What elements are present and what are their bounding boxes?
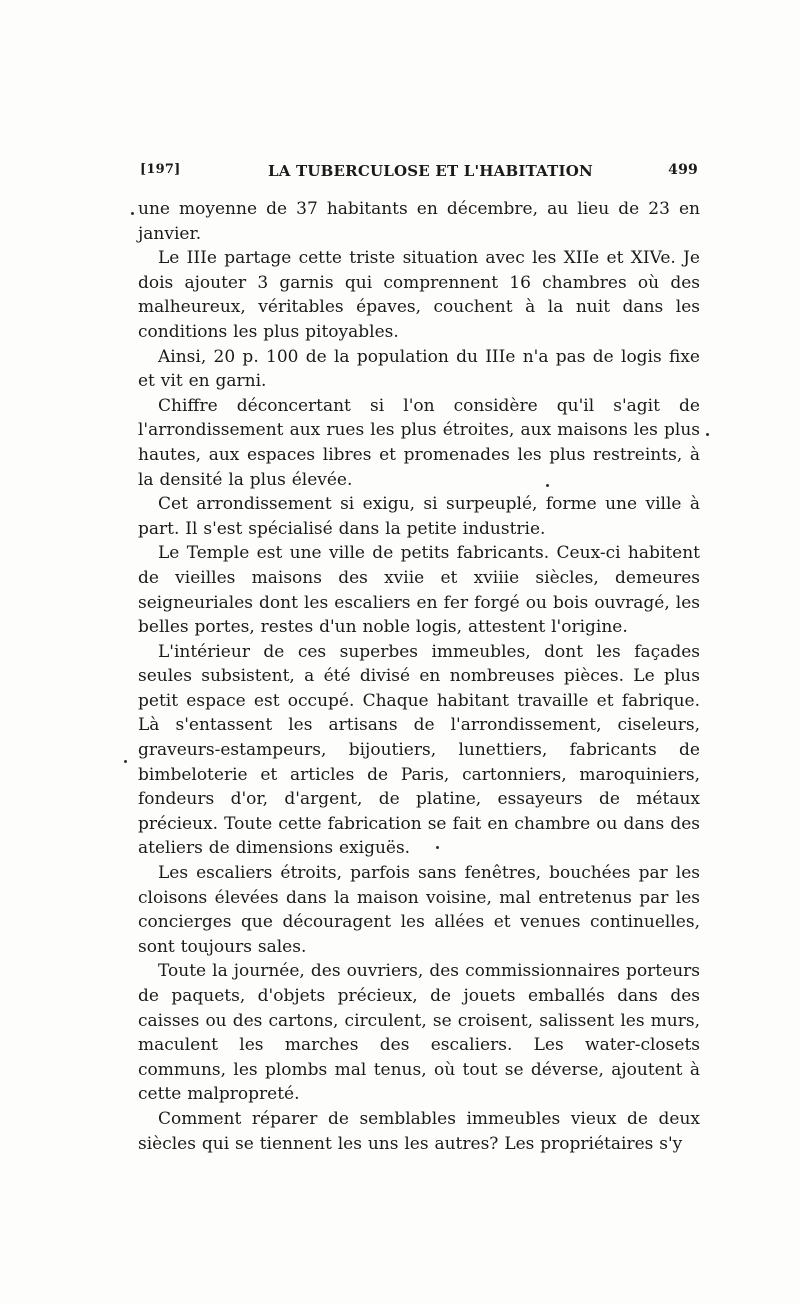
speck [131,212,134,215]
running-title: LA TUBERCULOSE ET L'HABITATION [268,162,593,180]
paragraph: Ainsi, 20 p. 100 de la population du IIIe n'a pas de logis fixe et vit en garni. [138,346,700,392]
paragraph: L'intérieur de ces superbes immeubles, dont les façades seules subsistent, a été divisé en nombreuses pièces. Le plus petit espace est occupé. Chaque habitant travaille et fabrique. Là s'entassent les artisans de l'arrondissement, ciseleurs, graveurs-estampeurs, bijoutiers, lunettiers, fabricants de bimbeloterie et articles de Paris, cartonniers, maroquiniers, fondeurs d'or, d'argent, de platine, essayeurs de métaux précieux. Toute cette fabrication se fait en chambre ou dans des ateliers de dimensions exiguës. [138,641,700,859]
speck [706,433,709,436]
running-header [138,160,700,186]
paragraph: Le Temple est une ville de petits fabricants. Ceux-ci habitent de vieilles maisons des xviie et xviiie siècles, demeures seigneuriales dont les escaliers en fer forgé ou bois ouvragé, les belles portes, restes d'un noble logis, attestent l'origine. [138,543,700,638]
paragraph: Chiffre déconcertant si l'on considère qu'il s'agit de l'arrondissement aux rues les plus étroites, aux maisons les plus hautes, aux espaces libres et promenades les plus restreints, à la densité la plus élevée. [138,395,700,490]
paragraph: Les escaliers étroits, parfois sans fenêtres, bouchées par les cloisons élevées dans la maison voisine, mal entretenus par les concierges que découragent les allées et venues continuelles, sont toujours sales. [138,863,700,957]
paragraph: Cet arrondissement si exigu, si surpeuplé, forme une ville à part. Il s'est spécialisé dans la petite industrie. [138,494,700,539]
paragraph: une moyenne de 37 habitants en décembre, au lieu de 23 en janvier. [138,199,700,244]
paragraph: Comment réparer de semblables immeubles vieux de deux siècles qui se tiennent les uns les autres? Les propriétaires s'y [138,1108,700,1154]
speck [436,846,439,849]
paragraph: Toute la journée, des ouvriers, des commissionnaires porteurs de paquets, d'objets précieux, de jouets emballés dans des caisses ou des cartons, circulent, se croisent, salissent les murs, maculent les marches des escaliers. Les water-closets communs, les plombs mal tenus, où tout se déverse, ajoutent à cette malpropreté. [138,961,700,1105]
page-number: 499 [668,162,698,178]
speck [546,484,549,487]
signature-mark: [197] [140,162,181,177]
body-text [138,197,700,1156]
speck [124,760,127,763]
paragraph: Le IIIe partage cette triste situation avec les XIIe et XIVe. Je dois ajouter 3 garnis qui comprennent 16 chambres où des malheureux, véritables épaves, couchent à la nuit dans les conditions les plus pitoyables. [138,248,700,342]
